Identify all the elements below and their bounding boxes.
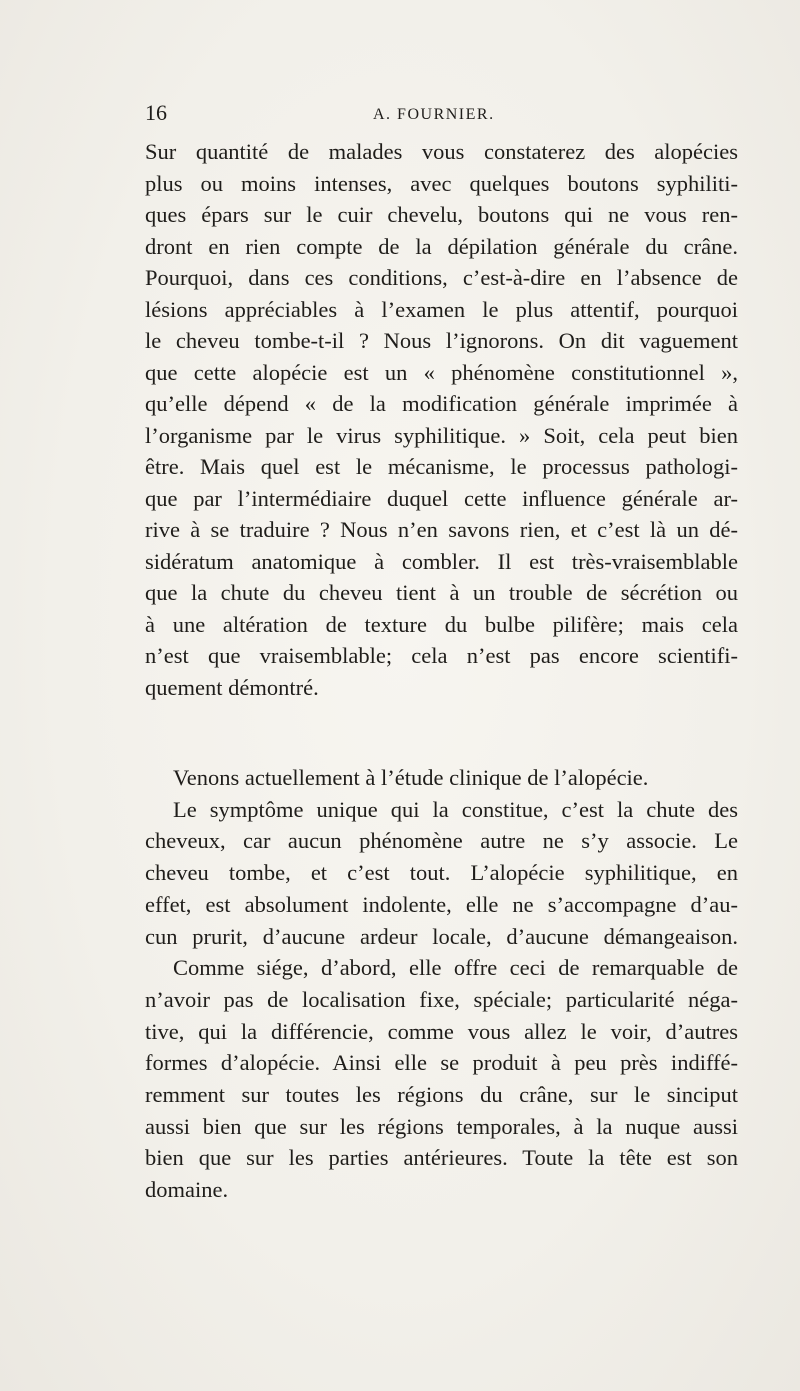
text-line: remment sur toutes les régions du crâne, sur le sinciput — [145, 1082, 738, 1108]
text-line: qu’elle dépend « de la modification générale imprimée à — [145, 391, 738, 416]
text-line: Comme siége, d’abord, elle offre ceci de remarquable de — [173, 955, 738, 981]
text-line: ques épars sur le cuir chevelu, boutons qui ne vous ren- — [145, 202, 738, 227]
text-line: à une altération de texture du bulbe pilifère; mais cela — [145, 611, 738, 637]
text-line: Le symptôme unique qui la constitue, c’est la chute des — [173, 796, 738, 822]
text-line: n’est que vraisemblable; cela n’est pas encore scientifi- — [145, 643, 738, 668]
text-line: n’avoir pas de localisation fixe, spéciale; particularité néga- — [145, 986, 738, 1012]
text-line: dront en rien compte de la dépilation générale du crâne. — [145, 233, 738, 259]
running-head: A. FOURNIER. — [373, 106, 495, 123]
text-line: que la chute du cheveu tient à un trouble de sécrétion ou — [145, 580, 738, 605]
page-header — [145, 98, 735, 128]
text-line: l’organisme par le virus syphilitique. » Soit, cela peut bien — [145, 422, 738, 448]
text-line: rive à se traduire ? Nous n’en savons rien, et c’est là un dé- — [145, 517, 738, 542]
text-line: bien que sur les parties antérieures. Toute la tête est son — [145, 1145, 738, 1171]
text-line: le cheveu tombe-t-il ? Nous l’ignorons. On dit vaguement — [145, 328, 738, 353]
text-line: tive, qui la différencie, comme vous allez le voir, d’autres — [145, 1018, 738, 1044]
paragraph-block-2 — [145, 762, 738, 1206]
text-line: domaine. — [145, 1177, 229, 1203]
text-line: cun prurit, d’aucune ardeur locale, d’aucune démangeaison. — [145, 923, 738, 949]
text-line: cheveu tombe, et c’est tout. L’alopécie syphilitique, en — [145, 860, 738, 886]
text-line: Pourquoi, dans ces conditions, c’est-à-dire en l’absence de — [145, 265, 738, 290]
text-line: que cette alopécie est un « phénomène constitutionnel », — [145, 359, 738, 385]
paragraph-block-1 — [145, 136, 738, 703]
text-line: que par l’intermédiaire duquel cette influence générale ar- — [145, 485, 738, 511]
text-line: être. Mais quel est le mécanisme, le processus pathologi- — [145, 454, 738, 479]
text-line: cheveux, car aucun phénomène autre ne s’y associe. Le — [145, 828, 738, 854]
page-number: 16 — [145, 100, 167, 125]
text-line: sidératum anatomique à combler. Il est très-vraisemblable — [145, 548, 738, 574]
text-line: formes d’alopécie. Ainsi elle se produit à peu près indiffé- — [145, 1050, 738, 1076]
text-line: aussi bien que sur les régions temporales, à la nuque aussi — [145, 1113, 738, 1139]
text-line: effet, est absolument indolente, elle ne s’accompagne d’au- — [145, 891, 738, 917]
text-line: Sur quantité de malades vous constaterez des alopécies — [145, 139, 738, 164]
text-line: quement démontré. — [145, 674, 319, 700]
text-line: plus ou moins intenses, avec quelques boutons syphiliti- — [145, 170, 738, 196]
text-line: lésions appréciables à l’examen le plus attentif, pourquoi — [145, 296, 738, 322]
text-line: Venons actuellement à l’étude clinique de l’alopécie. — [173, 765, 649, 790]
